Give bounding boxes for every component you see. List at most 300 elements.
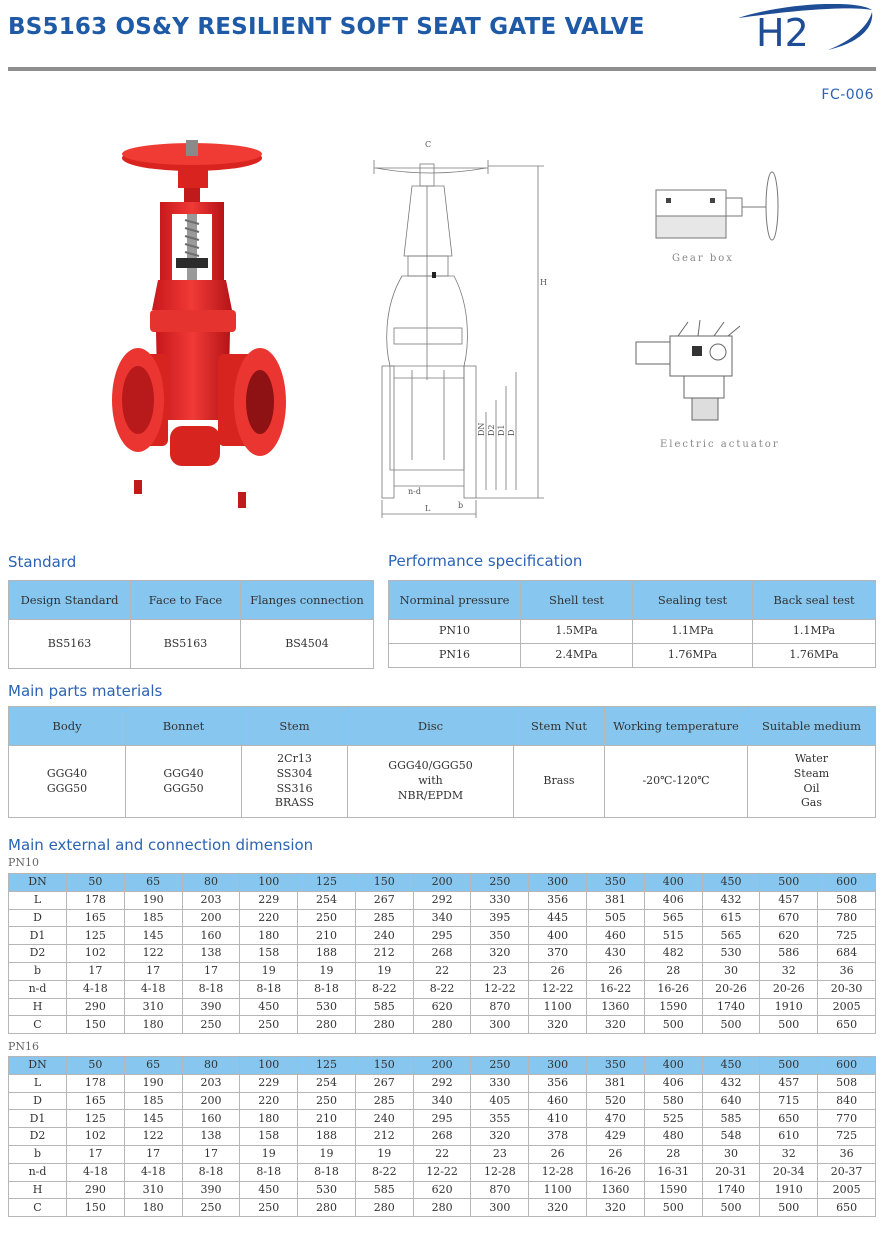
table-cell: 65 [124,874,182,892]
row-label-cell: D1 [9,1110,67,1128]
table-cell: 254 [298,891,356,909]
table-cell: 480 [644,1128,702,1146]
table-cell: 17 [182,962,240,980]
table-cell: 482 [644,945,702,963]
table-row [9,1128,876,1146]
table-cell: 26 [587,1145,645,1163]
table-cell: 180 [240,1110,298,1128]
table-cell: 280 [413,1199,471,1217]
table-cell: 1910 [760,1181,818,1199]
table-cell: 150 [67,1199,125,1217]
table-cell: 280 [298,1199,356,1217]
table-row [9,1110,876,1128]
page-title: BS5163 OS&Y RESILIENT SOFT SEAT GATE VALVE [8,14,645,40]
table-cell: 280 [298,1016,356,1034]
table-cell: 250 [240,1199,298,1217]
table-cell: 250 [298,1092,356,1110]
table-cell: 12-28 [529,1163,587,1181]
table-cell-temperature: -20℃-120℃ [605,746,748,818]
table-cell: 525 [644,1110,702,1128]
table-cell: 1.1MPa [633,620,753,644]
row-label-cell: D [9,909,67,927]
table-cell: 125 [67,1110,125,1128]
table-cell: 430 [587,945,645,963]
table-header: Flanges connection [241,581,374,620]
table-cell: PN10 [389,620,521,644]
table-cell: 500 [760,1199,818,1217]
table-cell: 125 [67,927,125,945]
materials-table [8,706,876,818]
cell-line: Oil [803,781,820,795]
table-cell: 310 [124,1181,182,1199]
table-cell: 370 [529,945,587,963]
model-code: FC-006 [821,87,874,103]
table-cell: 684 [818,945,876,963]
table-cell: 432 [702,1074,760,1092]
table-cell: BS4504 [241,620,374,669]
table-cell: 620 [413,998,471,1016]
table-cell: 4-18 [67,1163,125,1181]
table-cell: 530 [298,998,356,1016]
table-cell: 8-18 [240,1163,298,1181]
table-cell: 650 [760,1110,818,1128]
table-header: Stem Nut [514,707,605,746]
table-cell: 80 [182,874,240,892]
table-cell: 12-22 [529,980,587,998]
dim-label-nd: n-d [408,487,421,496]
table-cell: 122 [124,1128,182,1146]
row-label-cell: D1 [9,927,67,945]
cell-line: NBR/EPDM [397,788,464,802]
table-cell: 4-18 [124,980,182,998]
table-cell: 457 [760,1074,818,1092]
row-label-cell: b [9,1145,67,1163]
table-cell: 450 [240,998,298,1016]
table-cell: 203 [182,1074,240,1092]
table-cell: 580 [644,1092,702,1110]
table-row [9,962,876,980]
table-cell: 212 [355,945,413,963]
pn10-label: PN10 [8,856,40,869]
row-label-cell: C [9,1016,67,1034]
table-cell: 17 [67,1145,125,1163]
table-cell: 185 [124,909,182,927]
table-row [9,746,876,818]
row-label-cell: L [9,891,67,909]
table-cell: 36 [818,962,876,980]
table-cell: 400 [529,927,587,945]
table-cell: 300 [471,1016,529,1034]
table-row [9,1181,876,1199]
table-cell: 145 [124,1110,182,1128]
table-cell: 520 [587,1092,645,1110]
table-cell: 500 [760,1057,818,1075]
table-cell: 8-18 [298,1163,356,1181]
table-header: Disc [348,707,514,746]
table-cell: 350 [587,874,645,892]
table-cell: 1.5MPa [521,620,633,644]
table-cell: 500 [644,1016,702,1034]
row-label-cell: b [9,962,67,980]
table-cell: 356 [529,1074,587,1092]
table-cell: 125 [298,1057,356,1075]
table-header-row [9,581,374,620]
table-cell: 138 [182,945,240,963]
h2-logo [728,4,874,54]
table-cell: 1590 [644,1181,702,1199]
table-cell: 285 [355,909,413,927]
table-cell: 65 [124,1057,182,1075]
table-cell: 229 [240,1074,298,1092]
table-cell: 17 [67,962,125,980]
table-cell: 295 [413,1110,471,1128]
table-cell: 381 [587,891,645,909]
table-cell: 178 [67,1074,125,1092]
table-cell: 295 [413,927,471,945]
table-cell: 250 [471,874,529,892]
table-cell: 100 [240,874,298,892]
table-cell: 19 [240,962,298,980]
table-cell: 28 [644,1145,702,1163]
table-cell: 280 [413,1016,471,1034]
pn16-label: PN16 [8,1040,40,1053]
table-cell: 32 [760,962,818,980]
table-cell: 30 [702,1145,760,1163]
table-cell: 620 [760,927,818,945]
table-cell: 165 [67,909,125,927]
cell-line: GGG40 [163,766,204,780]
table-cell-bonnet [126,746,242,818]
table-cell: 2005 [818,1181,876,1199]
table-row [9,980,876,998]
table-cell: 23 [471,962,529,980]
table-header: Design Standard [9,581,131,620]
table-cell: 1910 [760,998,818,1016]
table-cell: 1360 [587,998,645,1016]
table-cell: 715 [760,1092,818,1110]
table-cell: 20-30 [818,980,876,998]
table-cell: 200 [182,1092,240,1110]
table-cell: 250 [240,1016,298,1034]
table-cell: PN16 [389,644,521,668]
table-header: Shell test [521,581,633,620]
table-cell: 406 [644,891,702,909]
table-cell: 770 [818,1110,876,1128]
table-cell: 405 [471,1092,529,1110]
table-cell-stem-nut: Brass [514,746,605,818]
table-cell: 650 [818,1199,876,1217]
table-cell: 1.76MPa [633,644,753,668]
cell-line: BRASS [274,796,315,810]
table-cell: 185 [124,1092,182,1110]
table-cell: 1360 [587,1181,645,1199]
table-cell: 280 [355,1016,413,1034]
dim-label-d1: D1 [497,424,506,436]
table-cell: 320 [471,945,529,963]
table-cell: 400 [644,874,702,892]
table-cell: 292 [413,891,471,909]
table-cell: 1740 [702,998,760,1016]
row-label-cell: DN [9,874,67,892]
table-cell: 212 [355,1128,413,1146]
table-cell: 26 [529,1145,587,1163]
table-header-row [9,1057,876,1075]
table-cell: 20-31 [702,1163,760,1181]
table-cell: 102 [67,1128,125,1146]
row-label-cell: D2 [9,945,67,963]
table-cell: 548 [702,1128,760,1146]
row-label-cell: H [9,1181,67,1199]
table-cell: 530 [298,1181,356,1199]
table-cell: 350 [587,1057,645,1075]
table-row [9,927,876,945]
table-cell: 28 [644,962,702,980]
table-cell: 267 [355,891,413,909]
table-cell: 12-28 [471,1163,529,1181]
table-cell: 180 [124,1016,182,1034]
table-cell: 165 [67,1092,125,1110]
table-cell: 340 [413,909,471,927]
table-cell: 500 [644,1199,702,1217]
table-cell: 8-18 [240,980,298,998]
table-header-row [9,874,876,892]
table-cell: 250 [182,1016,240,1034]
cell-line: with [418,774,443,788]
table-cell-stem [242,746,348,818]
table-cell: 355 [471,1110,529,1128]
table-cell: 515 [644,927,702,945]
table-cell: 188 [298,945,356,963]
table-cell: 20-26 [702,980,760,998]
table-cell: 26 [587,962,645,980]
table-cell: 395 [471,909,529,927]
valve-photo [100,140,290,520]
table-cell: 240 [355,927,413,945]
table-cell: 16-26 [587,1163,645,1181]
table-cell: 340 [413,1092,471,1110]
table-cell: 310 [124,998,182,1016]
table-cell: 188 [298,1128,356,1146]
table-cell: 381 [587,1074,645,1092]
row-label-cell: L [9,1074,67,1092]
table-cell: 280 [355,1199,413,1217]
cell-line: 2Cr13 [277,751,312,765]
table-cell: 22 [413,962,471,980]
table-cell: 390 [182,998,240,1016]
table-cell: 190 [124,1074,182,1092]
table-cell: 268 [413,945,471,963]
table-cell: 585 [355,998,413,1016]
table-cell: 290 [67,1181,125,1199]
table-cell: 640 [702,1092,760,1110]
table-cell: 470 [587,1110,645,1128]
table-cell: 150 [355,874,413,892]
table-cell: 8-22 [413,980,471,998]
table-cell: 290 [67,998,125,1016]
table-cell: 356 [529,891,587,909]
table-cell: 200 [413,1057,471,1075]
standard-table [8,580,374,669]
standard-title: Standard [8,553,77,571]
table-row [9,1092,876,1110]
table-cell: 725 [818,1128,876,1146]
table-cell: 102 [67,945,125,963]
table-cell: 670 [760,909,818,927]
table-cell: 565 [702,927,760,945]
table-cell: 585 [355,1181,413,1199]
table-cell: 406 [644,1074,702,1092]
table-cell: 650 [818,1016,876,1034]
actuator-label: Electric actuator [660,439,780,450]
table-cell: 180 [240,927,298,945]
row-label-cell: n-d [9,1163,67,1181]
table-header: Sealing test [633,581,753,620]
table-cell: 125 [298,874,356,892]
table-cell: 460 [529,1092,587,1110]
row-label-cell: H [9,998,67,1016]
dim-label-d2: D2 [487,424,496,436]
table-cell: 145 [124,927,182,945]
cell-line: SS316 [276,781,313,795]
table-cell: 30 [702,962,760,980]
pn10-dimension-table [8,873,876,1034]
table-cell: 870 [471,998,529,1016]
table-cell: 2.4MPa [521,644,633,668]
materials-title: Main parts materials [8,682,163,700]
electric-actuator-drawing [628,316,748,426]
table-cell: 320 [587,1199,645,1217]
table-cell: 36 [818,1145,876,1163]
performance-title: Performance specification [388,552,583,570]
table-row [9,1145,876,1163]
table-cell-medium [748,746,876,818]
table-cell: 840 [818,1092,876,1110]
table-cell: 160 [182,927,240,945]
gearbox-label: Gear box [672,253,734,264]
table-cell: 254 [298,1074,356,1092]
cell-line: GGG50 [163,781,204,795]
table-row [9,998,876,1016]
table-cell: 300 [529,1057,587,1075]
table-cell: 17 [124,1145,182,1163]
table-cell: 8-18 [182,980,240,998]
table-cell: 450 [240,1181,298,1199]
table-cell: 320 [471,1128,529,1146]
table-cell: 8-18 [182,1163,240,1181]
cell-line: Gas [801,796,822,810]
table-cell: 585 [702,1110,760,1128]
table-header: Bonnet [126,707,242,746]
table-cell: 122 [124,945,182,963]
table-cell: 400 [644,1057,702,1075]
dim-label-l: L [425,504,431,513]
dim-label-c: C [425,140,432,149]
row-label-cell: D [9,1092,67,1110]
table-cell: 320 [587,1016,645,1034]
table-cell: 500 [760,1016,818,1034]
table-cell: 20-37 [818,1163,876,1181]
table-cell: 210 [298,927,356,945]
table-cell: 620 [413,1181,471,1199]
table-cell: 19 [298,962,356,980]
cell-line: GGG40/GGG50 [388,759,473,773]
header-divider [8,67,876,71]
table-cell: 500 [702,1199,760,1217]
table-cell: BS5163 [9,620,131,669]
table-row [9,1074,876,1092]
table-header: Back seal test [753,581,876,620]
table-cell: 12-22 [413,1163,471,1181]
table-cell: 565 [644,909,702,927]
table-row [389,620,876,644]
table-header: Suitable medium [748,707,876,746]
table-cell: 780 [818,909,876,927]
table-cell: 2005 [818,998,876,1016]
table-cell: 450 [702,874,760,892]
table-cell: 285 [355,1092,413,1110]
table-cell: 250 [298,909,356,927]
table-cell: 320 [529,1016,587,1034]
table-cell: 378 [529,1128,587,1146]
table-cell: 1100 [529,998,587,1016]
table-cell: 22 [413,1145,471,1163]
table-cell: 80 [182,1057,240,1075]
table-cell: 508 [818,1074,876,1092]
table-cell: 50 [67,874,125,892]
table-cell: 20-26 [760,980,818,998]
table-header: Norminal pressure [389,581,521,620]
row-label-cell: C [9,1199,67,1217]
table-cell: 12-22 [471,980,529,998]
table-cell: 1.1MPa [753,620,876,644]
table-cell: 220 [240,909,298,927]
table-cell: 16-26 [644,980,702,998]
table-header: Face to Face [131,581,241,620]
table-cell: 600 [818,874,876,892]
table-cell: 19 [298,1145,356,1163]
table-cell: 457 [760,891,818,909]
table-header-row [9,707,876,746]
table-cell: 240 [355,1110,413,1128]
table-cell: 1.76MPa [753,644,876,668]
table-cell: 23 [471,1145,529,1163]
table-cell: 300 [529,874,587,892]
table-cell: 19 [355,962,413,980]
cell-line: GGG40 [46,766,88,780]
table-cell-body [9,746,126,818]
row-label-cell: DN [9,1057,67,1075]
table-cell: 500 [702,1016,760,1034]
table-row [9,1016,876,1034]
table-cell: 178 [67,891,125,909]
table-cell: 330 [471,891,529,909]
table-cell: 530 [702,945,760,963]
pn16-dimension-table [8,1056,876,1217]
table-cell: 190 [124,891,182,909]
table-cell: 1590 [644,998,702,1016]
table-row [9,1199,876,1217]
table-header-row [389,581,876,620]
table-cell: 600 [818,1057,876,1075]
row-label-cell: D2 [9,1128,67,1146]
dim-label-h: H [540,278,547,287]
table-cell: 1740 [702,1181,760,1199]
table-row [9,945,876,963]
cell-line: Water [794,751,829,765]
table-cell: 267 [355,1074,413,1092]
table-cell: 32 [760,1145,818,1163]
cell-line: Steam [793,766,830,780]
